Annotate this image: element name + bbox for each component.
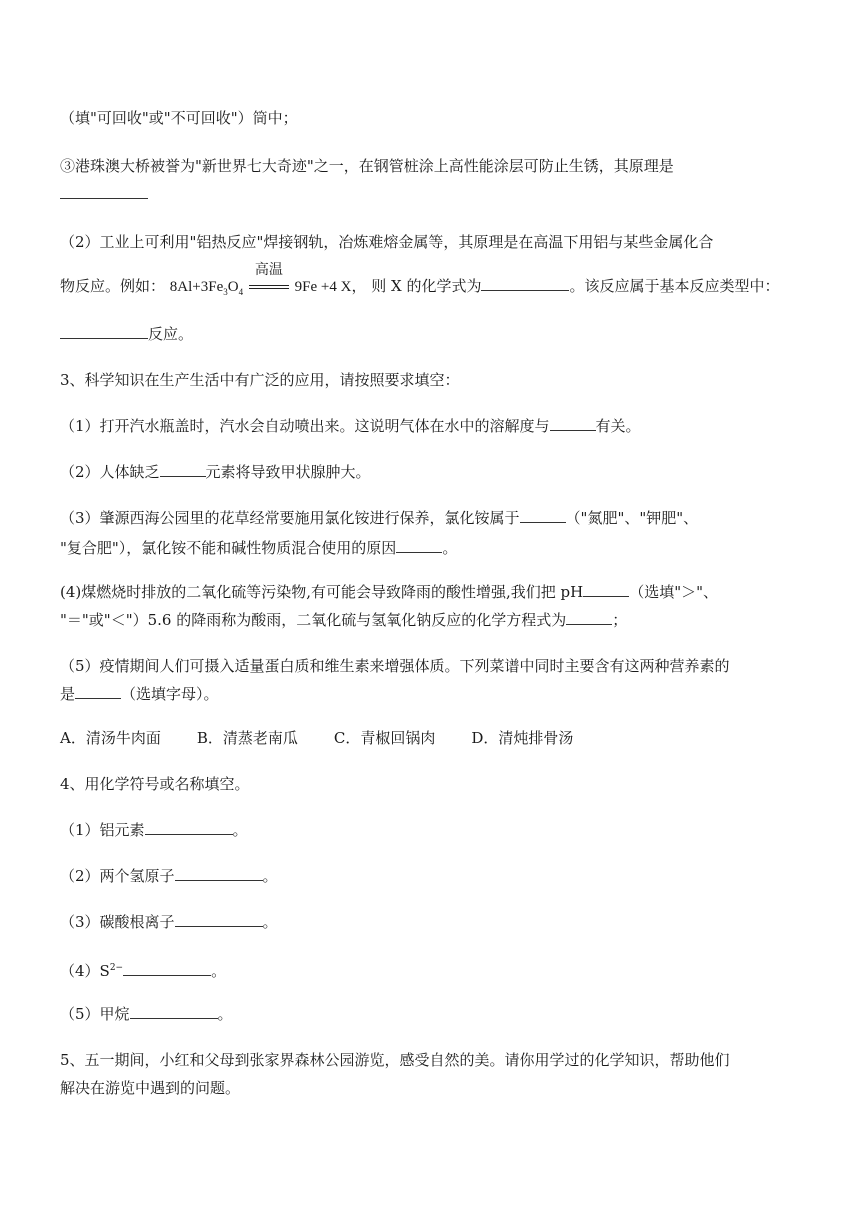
q3-item-5-line1: （5）疫情期间人们可摄入适量蛋白质和维生素来增强体质。下列菜谱中同时主要含有这两种营养素的: [60, 657, 730, 675]
q3-item-1: （1）打开汽水瓶盖时，汽水会自动喷出来。这说明气体在水中的溶解度与 有关。: [60, 417, 641, 435]
q3-blank-2[interactable]: [160, 462, 206, 477]
q2-example-label: 物反应。例如：: [60, 277, 166, 295]
q4-blank-3[interactable]: [175, 912, 263, 927]
q3-item-3-line1: （3）肇源西海公园里的花草经常要施用氯化铵进行保养，氯化铵属于 （"氮肥"、"钾肥"、: [60, 509, 699, 527]
reaction-type-blank[interactable]: [60, 324, 148, 339]
formula-question: 则 X 的化学式为: [371, 277, 482, 295]
q4-blank-5[interactable]: [130, 1004, 218, 1019]
q3-item-4-line1: (4)煤燃烧时排放的二氧化硫等污染物,有可能会导致降雨的酸性增强,我们把 pH （选填"＞"、: [60, 583, 719, 601]
q3-title: 3、科学知识在生产生活中有广泛的应用，请按照要求填空：: [60, 371, 460, 389]
q4-blank-2[interactable]: [175, 866, 263, 881]
option-d[interactable]: D．清炖排骨汤: [471, 729, 574, 747]
q3-blank-4b[interactable]: [566, 610, 612, 625]
q3-blank-1[interactable]: [550, 416, 596, 431]
q2-bridge-line: ③港珠澳大桥被誉为"新世界七大奇迹"之一，在钢管桩涂上高性能涂层可防止生锈，其原理是: [60, 157, 674, 175]
equation-right: 9Fe +4 X，: [294, 279, 367, 295]
q4-blank-4[interactable]: [123, 961, 211, 976]
option-c[interactable]: C．青椒回锅肉: [333, 729, 436, 747]
q3-blank-3b[interactable]: [396, 538, 442, 553]
q2-equation-line: [60, 262, 780, 302]
reaction-condition: 高温: [248, 276, 290, 296]
q4-item-1: （1）铝元素 。: [60, 821, 248, 839]
formula-blank[interactable]: [481, 276, 569, 291]
q4-item-3: （3）碳酸根离子 。: [60, 913, 278, 931]
q3-blank-5[interactable]: [75, 684, 121, 699]
option-b[interactable]: B．清蒸老南瓜: [196, 729, 298, 747]
q3-options: [60, 728, 609, 748]
q3-blank-3a[interactable]: [520, 508, 566, 523]
q3-item-2: （2）人体缺乏 元素将导致甲状腺肿大。: [60, 463, 371, 481]
reaction-type-question: 。该反应属于基本反应类型中：: [569, 277, 780, 295]
q3-item-3-line2: "复合肥"），氯化铵不能和碱性物质混合使用的原因 。: [60, 539, 458, 557]
q2-recycle-line: （填"可回收"或"不可回收"）筒中；: [60, 109, 298, 127]
q3-item-5-line2: 是 （选填字母）。: [60, 685, 219, 703]
equals-bar: [249, 285, 289, 289]
q2-thermite-line: （2）工业上可利用"铝热反应"焊接钢轨，冶炼难熔金属等，其原理是在高温下用铝与某些金属化合: [60, 233, 714, 251]
q4-blank-1[interactable]: [145, 820, 233, 835]
q4-item-4: $(4)S^{2-}$ 。: [60, 962, 227, 980]
reaction-type-line: 反应。: [60, 324, 193, 344]
q4-item-2: （2）两个氢原子 。: [60, 867, 278, 885]
q5-line1: 5、五一期间，小红和父母到张家界森林公园游览，感受自然的美。请你用学过的化学知识，帮助他们: [60, 1051, 730, 1069]
q2-bridge-blank[interactable]: [60, 184, 148, 204]
q4-title: 4、用化学符号或名称填空。: [60, 775, 250, 793]
q4-item-5: （5）甲烷 。: [60, 1005, 233, 1023]
q5-line2: 解决在游览中遇到的问题。: [60, 1079, 241, 1097]
q3-blank-4a[interactable]: [583, 582, 629, 597]
q3-item-4-line2: "＝"或"＜"）5.6 的降雨称为酸雨，二氧化硫与氢氧化钠反应的化学方程式为 ；: [60, 611, 628, 629]
equation-left: $8Al+3Fe_3O_4$: [169, 279, 244, 297]
option-a[interactable]: A．清汤牛肉面: [60, 729, 161, 747]
